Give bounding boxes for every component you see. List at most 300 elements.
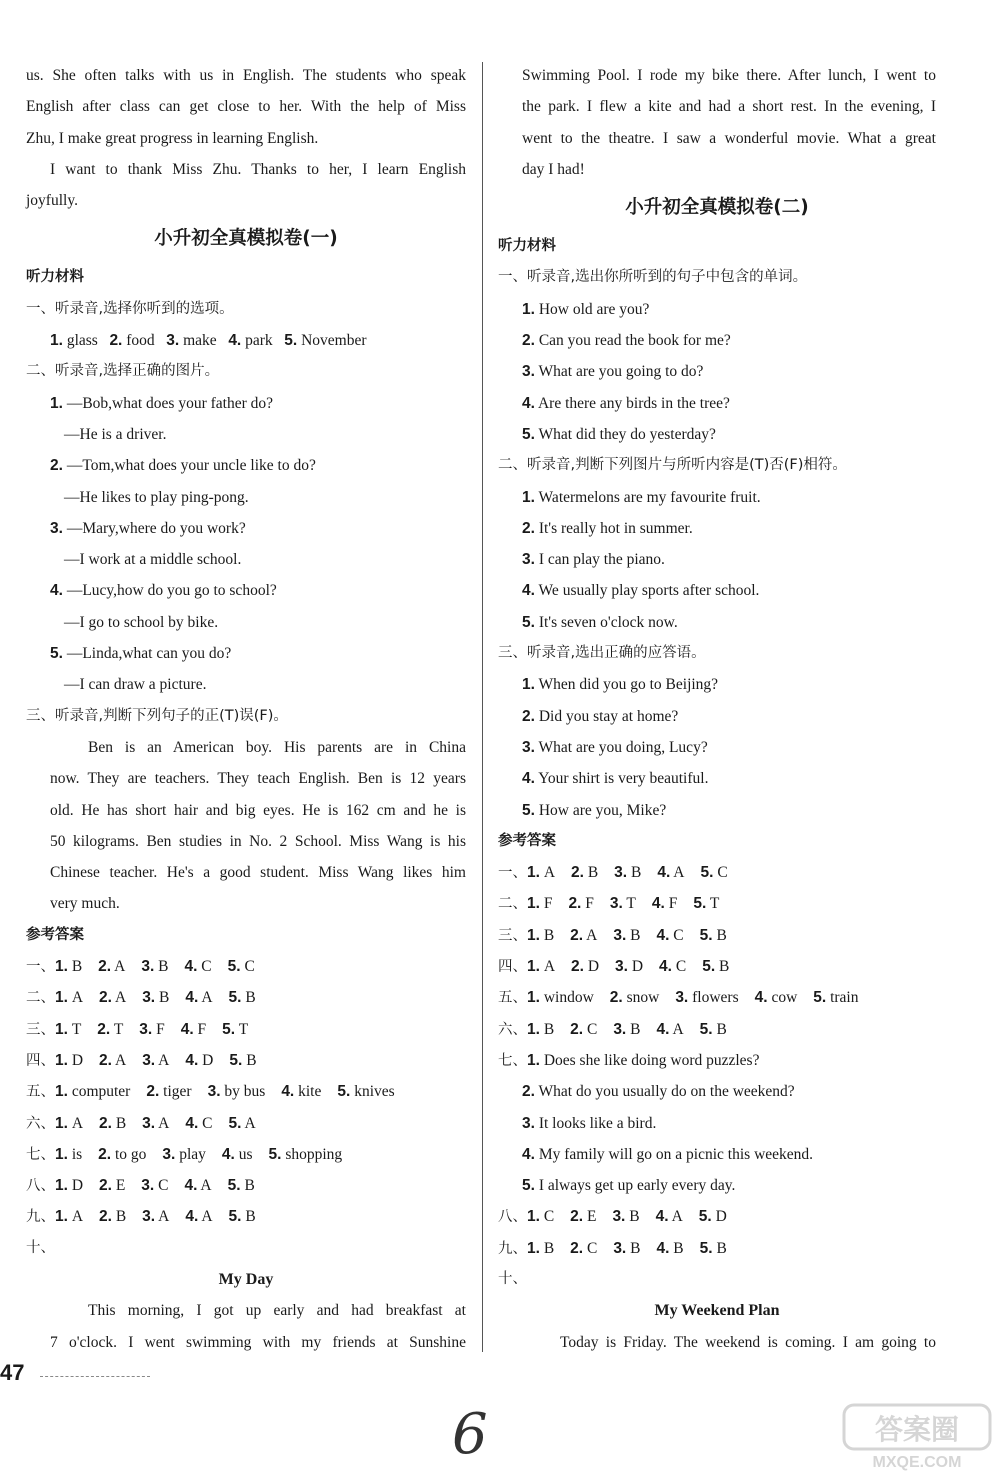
item-text: I always get up early every day. — [538, 1177, 736, 1195]
answer-value: A — [672, 1020, 684, 1038]
answer-label: 五、 — [26, 1084, 55, 1101]
answer-cell — [700, 1240, 727, 1257]
item-number: 2. — [571, 864, 584, 882]
text-line: Ben is an American boy. His parents are in China — [88, 738, 466, 756]
dialogue-question — [26, 513, 466, 544]
answers-heading: 参考答案 — [498, 832, 556, 849]
answer-label: 六、 — [26, 1115, 55, 1132]
item-text: Can you read the book for me? — [538, 332, 731, 350]
intro-paragraph — [26, 60, 466, 154]
answer-value: A — [671, 1208, 683, 1226]
item-text: —Mary,where do you work? — [66, 519, 246, 537]
answer-cell — [55, 1115, 83, 1132]
item-number: 5. — [699, 926, 713, 944]
answer-cell — [185, 989, 212, 1006]
answer-value: A — [244, 1114, 256, 1132]
item-number: 5. — [222, 1020, 236, 1038]
text-line: the park. I flew a kite and had a short rest. In the evening, I — [522, 98, 936, 116]
list-item — [498, 763, 936, 794]
item-number: 5. — [229, 1051, 243, 1069]
answer-cell — [659, 958, 686, 975]
item-number: 1. — [55, 1145, 68, 1163]
answer-value: B — [245, 989, 256, 1007]
answer-cell — [55, 1021, 81, 1038]
answer-value: A — [114, 1051, 127, 1069]
column-divider — [482, 62, 483, 1352]
answer-value: T — [113, 1020, 124, 1038]
item-number: 5. — [699, 1020, 713, 1038]
answer-value: A — [201, 1208, 213, 1226]
answer-value: B — [587, 864, 599, 882]
item-number: 2. — [109, 332, 123, 350]
answer-cell — [229, 1208, 256, 1225]
item-number: 4. — [655, 1208, 669, 1226]
answer-value: D — [71, 1051, 84, 1069]
item-number: 1. — [55, 958, 68, 976]
dialogue-list — [26, 388, 466, 701]
item-number: 2. — [50, 457, 63, 475]
list-item — [498, 294, 936, 325]
item-number: 2. — [568, 895, 582, 913]
answer-value: knives — [354, 1083, 395, 1101]
answers-heading: 参考答案 — [26, 926, 84, 943]
list-item — [498, 607, 936, 638]
answer-value: F — [585, 895, 594, 913]
item-number: 4. — [50, 582, 63, 600]
item-number: 4. — [522, 582, 535, 600]
item-number: 1. — [50, 394, 63, 412]
item-text: —Lucy,how do you go to school? — [66, 582, 277, 600]
answer-cell — [568, 895, 593, 912]
answer-cell — [614, 864, 641, 881]
item-number: 4. — [651, 895, 665, 913]
item-number: 1. — [55, 1051, 68, 1069]
answer-cell — [146, 1083, 191, 1100]
answer-value: C — [586, 1020, 598, 1038]
item-number: 2. — [570, 926, 584, 944]
answer-value: A — [673, 864, 685, 882]
answer-value: D — [71, 1177, 84, 1195]
answer-value: E — [586, 1208, 597, 1226]
item-number: 3. — [522, 363, 535, 381]
item-number: 4. — [522, 1145, 535, 1163]
text-line: now. They are teachers. They teach English. Ben is 12 years — [50, 770, 466, 788]
text-line: 50 kilograms. Ben studies in No. 2 School. Miss Wang is his — [50, 832, 466, 850]
answer-value: C — [543, 1208, 555, 1226]
answer-value: computer — [71, 1083, 131, 1101]
answer-value: shopping — [285, 1145, 343, 1163]
answer-label: 三、 — [26, 1021, 55, 1038]
answer-row — [498, 920, 936, 951]
item-text: My family will go on a picnic this weekend. — [538, 1145, 814, 1163]
item-text: It's seven o'clock now. — [538, 613, 678, 631]
answer-key — [498, 1201, 936, 1264]
item-number: 3. — [142, 989, 156, 1007]
item-text: How are you, Mike? — [538, 801, 667, 819]
answer-value: is — [71, 1145, 83, 1163]
watermark-url: MXQE.COM — [872, 1454, 962, 1471]
answer-value: B — [244, 1177, 255, 1195]
answer-cell — [652, 895, 677, 912]
answer-cell — [693, 895, 719, 912]
item-number: 4. — [281, 1083, 295, 1101]
answer-cell — [571, 958, 599, 975]
exam-title: 小升初全真模拟卷(二) — [625, 197, 809, 219]
answer-cell — [222, 1146, 253, 1163]
answer-cell — [615, 958, 643, 975]
item-number: 4. — [657, 864, 671, 882]
answer-cell — [613, 927, 640, 944]
item-number: 5. — [698, 1208, 712, 1226]
answer-cell — [184, 1177, 211, 1194]
q7-first — [498, 1045, 936, 1076]
answer-cell — [99, 1052, 126, 1069]
watermark-logo — [842, 1403, 992, 1471]
list-item — [498, 544, 936, 575]
list-item — [498, 1170, 936, 1201]
item-text: When did you go to Beijing? — [538, 676, 719, 694]
answer-value: B — [246, 1051, 257, 1069]
item-number: 2. — [570, 1239, 584, 1257]
right-column — [498, 60, 936, 1358]
answer-row — [26, 1170, 466, 1201]
item-number: 1. — [50, 332, 63, 350]
answer-value: B — [115, 1114, 127, 1132]
item-number: 2. — [522, 1083, 535, 1101]
watermark-text: 答案圈 — [874, 1413, 960, 1446]
answer-label: 一、 — [498, 865, 527, 882]
item-text: glass — [66, 332, 98, 350]
answer-row — [498, 888, 936, 919]
sentence-list — [498, 482, 936, 638]
item-text: What are you going to do? — [538, 363, 704, 381]
answer-row — [26, 1014, 466, 1045]
answer-value: A — [114, 958, 126, 976]
item-number: 1. — [55, 989, 68, 1007]
answer-value: B — [716, 1239, 727, 1257]
passage — [26, 732, 466, 920]
answer-value: A — [158, 1208, 170, 1226]
item-number: 5. — [522, 1177, 535, 1195]
answer-cell — [656, 1208, 683, 1225]
answer-cell — [55, 1177, 83, 1194]
answer-value: kite — [298, 1083, 322, 1101]
answer-value: B — [543, 926, 555, 944]
item-number: 3. — [612, 1208, 626, 1226]
answer-cell — [162, 1146, 206, 1163]
item-number: 3. — [522, 551, 535, 569]
answer-value: B — [719, 958, 730, 976]
item-number: 4. — [656, 1239, 670, 1257]
answer-cell — [570, 927, 597, 944]
answer-value: F — [197, 1020, 207, 1038]
item-number: 2. — [99, 1208, 112, 1226]
answer-row — [26, 1076, 466, 1107]
section-title: 一、听录音,选出你所听到的句子中包含的单词。 — [498, 269, 808, 286]
answer-value: B — [543, 1020, 555, 1038]
answer-label: 九、 — [26, 1209, 55, 1226]
answer-cell — [700, 1021, 727, 1038]
list-item — [498, 482, 936, 513]
item-number: 4. — [656, 926, 670, 944]
sentence-list — [498, 294, 936, 450]
item-number: 1. — [522, 300, 535, 318]
item-number: 3. — [613, 926, 627, 944]
item-number: 5. — [699, 1239, 713, 1257]
answer-value: E — [115, 1177, 126, 1195]
item-number: 2. — [522, 519, 535, 537]
answer-cell — [269, 1146, 343, 1163]
item-text: make — [183, 332, 217, 350]
section-title: 一、听录音,选择你听到的选项。 — [26, 300, 234, 317]
item-number: 3. — [522, 738, 535, 756]
item-text: Does she like doing word puzzles? — [543, 1051, 760, 1069]
item-number: 5. — [227, 1177, 241, 1195]
item-number: 3. — [139, 1020, 153, 1038]
item-number: 5. — [268, 1145, 282, 1163]
answer-value: F — [156, 1020, 165, 1038]
answer-cell — [571, 864, 598, 881]
item-number: 4. — [185, 989, 199, 1007]
list-item — [498, 669, 936, 700]
item-text: What are you doing, Lucy? — [538, 738, 708, 756]
answer-label: 一、 — [26, 959, 55, 976]
item-text: We usually play sports after school. — [538, 582, 760, 600]
answer-value: C — [201, 958, 212, 976]
answer-value: us — [238, 1145, 253, 1163]
text-line: Zhu, I make great progress in learning English. — [26, 129, 319, 147]
text-line: 7 o'clock. I went swimming with my friends at Sunshine — [50, 1333, 466, 1351]
answer-cell — [99, 989, 126, 1006]
answer-value: train — [830, 989, 859, 1007]
answer-value: B — [543, 1239, 555, 1257]
item-number: 5. — [50, 645, 63, 663]
answer-row — [498, 951, 936, 982]
answer-cell — [700, 927, 727, 944]
exam-title: 小升初全真模拟卷(一) — [154, 228, 338, 250]
text-line: old. He has short hair and big eyes. He is 162 cm and he is — [50, 801, 466, 819]
answer-cell — [755, 989, 798, 1006]
answer-cell — [527, 1240, 554, 1257]
answer-cell — [98, 958, 125, 975]
item-number: 5. — [228, 1114, 242, 1132]
answer-cell — [675, 989, 738, 1006]
item-number: 4. — [656, 1020, 670, 1038]
answer-cell — [208, 1083, 266, 1100]
answer-label: 九、 — [498, 1240, 527, 1257]
answer-cell — [97, 1021, 123, 1038]
item-number: 4. — [228, 332, 242, 350]
answer-value: B — [716, 1020, 727, 1038]
item-number: 4. — [185, 1114, 199, 1132]
answer-cell — [98, 1146, 146, 1163]
answer-cell — [527, 895, 552, 912]
answer-row — [498, 857, 936, 888]
item-number: 3. — [141, 958, 155, 976]
answer-value: D — [587, 958, 600, 976]
item-number: 1. — [527, 1051, 540, 1069]
item-number: 5. — [522, 425, 535, 443]
item-text: It looks like a bird. — [538, 1114, 657, 1132]
section-title: 三、听录音,判断下列句子的正(T)误(F)。 — [26, 707, 288, 724]
answer-cell — [570, 1240, 597, 1257]
answer-cell — [813, 989, 858, 1006]
item-number: 4. — [522, 394, 535, 412]
item-number: 3. — [614, 864, 628, 882]
answer-label: 五、 — [498, 990, 527, 1007]
answer-cell — [55, 1083, 130, 1100]
answer-value: C — [673, 926, 684, 944]
answer-cell — [181, 1021, 206, 1038]
answer-value: B — [630, 926, 641, 944]
answer-label: 七、 — [26, 1146, 55, 1163]
item-number: 1. — [55, 1020, 68, 1038]
item-number: 1. — [527, 926, 540, 944]
dialogue-question — [26, 450, 466, 481]
answer-cell — [55, 958, 82, 975]
item-number: 1. — [527, 1020, 540, 1038]
item-number: 3. — [142, 1114, 156, 1132]
answer-value: A — [543, 864, 556, 882]
item-number: 2. — [99, 1051, 112, 1069]
item-number: 2. — [609, 989, 623, 1007]
text-line: joyfully. — [26, 192, 78, 210]
item-text: —Linda,what can you do? — [66, 645, 232, 663]
answer-cell — [228, 1177, 255, 1194]
item-number: 3. — [613, 1239, 627, 1257]
dialogue-answer: —I go to school by bike. — [64, 613, 219, 631]
item-text: food — [126, 332, 155, 350]
answer-value: snow — [626, 989, 660, 1007]
answer-cell — [699, 1208, 727, 1225]
dialogue-answer: —I work at a middle school. — [64, 551, 242, 569]
item-number: 2. — [98, 958, 112, 976]
sentence-list — [498, 669, 936, 825]
text-line: went to the theatre. I saw a wonderful movie. What a great — [522, 129, 936, 147]
answer-cell — [99, 1208, 126, 1225]
item-text: I can play the piano. — [538, 551, 665, 569]
answer-label: 八、 — [26, 1178, 55, 1195]
answer-cell — [55, 1052, 83, 1069]
answer-cell — [185, 1115, 212, 1132]
text-line: day I had! — [522, 160, 585, 178]
composition-title: My Weekend Plan — [654, 1302, 780, 1320]
answer-value: A — [71, 1114, 84, 1132]
answer-row — [498, 982, 936, 1013]
item-number: 5. — [693, 895, 707, 913]
item-number: 3. — [166, 332, 180, 350]
item-number: 5. — [284, 332, 298, 350]
answer-cell — [657, 864, 684, 881]
answer-value: A — [543, 958, 556, 976]
list-item — [498, 732, 936, 763]
section-label: 七、 — [498, 1052, 527, 1069]
list-item — [498, 1139, 936, 1170]
item-number: 2. — [570, 1208, 584, 1226]
answer-value: window — [543, 989, 594, 1007]
answer-value: A — [114, 989, 127, 1007]
text-line: English after class can get close to her. With the help of Miss — [26, 98, 466, 116]
answer-value: B — [629, 1208, 640, 1226]
answer-cell — [142, 1208, 169, 1225]
answer-value: B — [158, 958, 169, 976]
answer-label: 四、 — [498, 959, 527, 976]
item-text: park — [245, 332, 273, 350]
answer-label: 八、 — [498, 1209, 527, 1226]
item-number: 1. — [527, 895, 540, 913]
item-number: 4. — [659, 958, 672, 976]
answer-value: flowers — [692, 989, 739, 1007]
answer-value: B — [630, 864, 642, 882]
item-text: What do you usually do on the weekend? — [538, 1083, 795, 1101]
item-text: Did you stay at home? — [538, 707, 679, 725]
answer-value: F — [543, 895, 553, 913]
answer-value: to go — [114, 1145, 147, 1163]
dialogue-answer: —He likes to play ping-pong. — [64, 488, 249, 506]
item-number: 4. — [184, 958, 198, 976]
left-column — [26, 60, 466, 1358]
answer-value: B — [245, 1208, 256, 1226]
list-item — [498, 795, 936, 826]
answer-value: T — [71, 1020, 82, 1038]
answer-cell — [55, 1146, 82, 1163]
item-number: 1. — [55, 1177, 68, 1195]
answer-value: C — [202, 1114, 213, 1132]
answer-value: play — [179, 1145, 206, 1163]
item-number: 4. — [185, 1051, 199, 1069]
answer-label: 二、 — [498, 896, 527, 913]
answer-cell — [527, 1021, 554, 1038]
list-item — [498, 325, 936, 356]
answer-value: B — [71, 958, 83, 976]
dialogue-question — [26, 388, 466, 419]
answer-value: cow — [771, 989, 798, 1007]
item-text: How old are you? — [538, 300, 650, 318]
item-number: 2. — [99, 1177, 112, 1195]
list-item — [498, 388, 936, 419]
item-number: 3. — [522, 1114, 535, 1132]
answer-value: B — [630, 1239, 641, 1257]
item-text: Are there any birds in the tree? — [537, 394, 730, 412]
answer-row — [498, 1233, 936, 1264]
item-number: 4. — [184, 1177, 198, 1195]
item-text: —Tom,what does your uncle like to do? — [66, 457, 316, 475]
answer-cell — [527, 1208, 554, 1225]
list-item — [498, 513, 936, 544]
item-number: 1. — [55, 1208, 68, 1226]
item-number: 1. — [522, 488, 535, 506]
item-text: What did they do yesterday? — [538, 425, 716, 443]
item-number: 3. — [613, 1020, 627, 1038]
item-number: 2. — [99, 989, 112, 1007]
item-number: 5. — [702, 958, 716, 976]
item-number: 2. — [571, 958, 584, 976]
answer-cell — [185, 1052, 213, 1069]
answer-row — [26, 951, 466, 982]
answer-label: 六、 — [498, 1021, 527, 1038]
answer-value: A — [158, 1114, 170, 1132]
answer-cell — [613, 1021, 640, 1038]
answer-value: B — [630, 1020, 641, 1038]
answer-label: 二、 — [26, 990, 55, 1007]
item-text: Watermelons are my favourite fruit. — [538, 488, 761, 506]
answer-value: A — [201, 989, 213, 1007]
answer-value: B — [159, 989, 170, 1007]
item-number: 1. — [527, 864, 540, 882]
item-number: 4. — [185, 1208, 199, 1226]
item-text: Your shirt is very beautiful. — [538, 770, 709, 788]
answer-cell — [141, 958, 168, 975]
